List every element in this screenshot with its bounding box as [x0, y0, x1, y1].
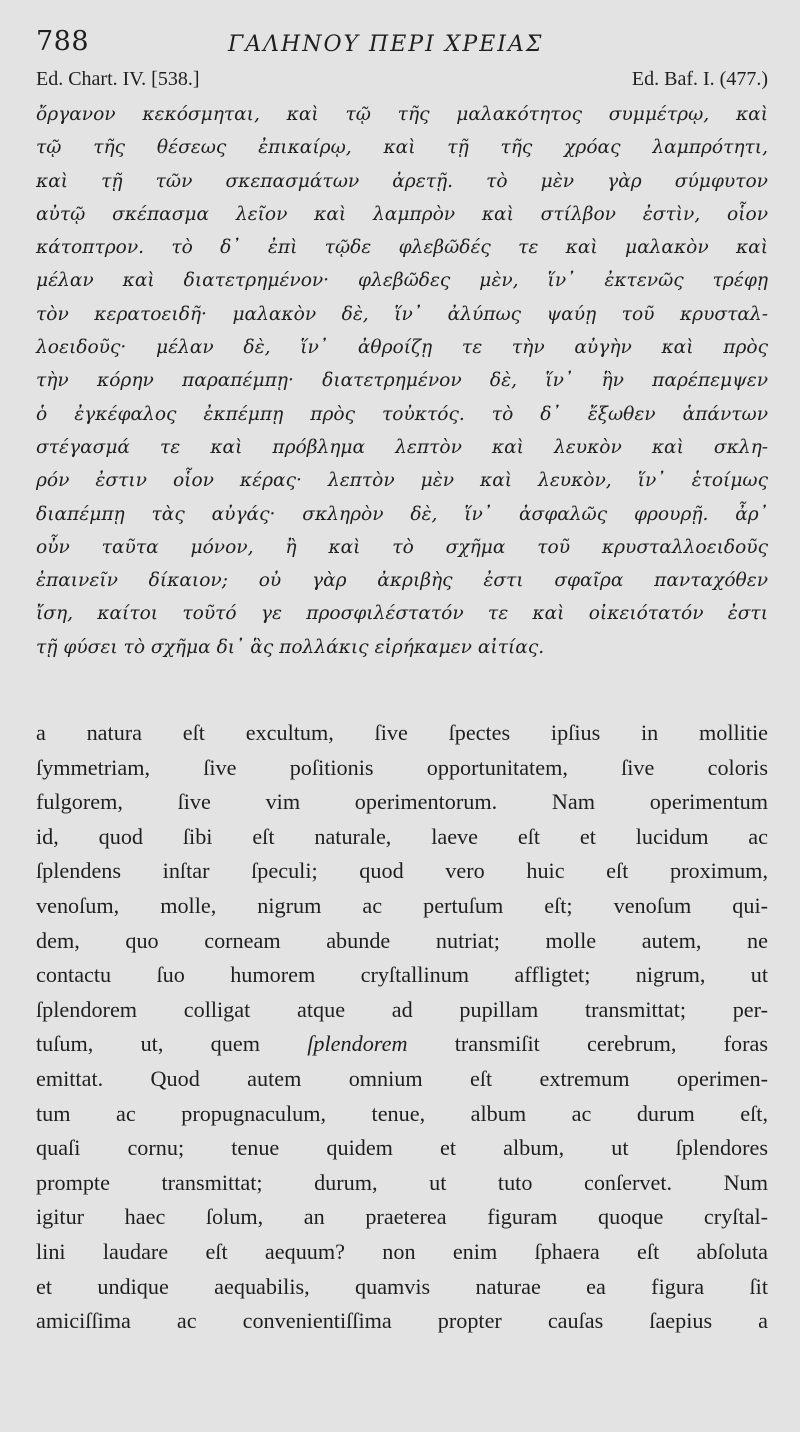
edition-basel-reference: Ed. Baf. I. (477.)	[631, 68, 768, 90]
greek-line: καὶ τῇ τῶν σκεπασμάτων ἀρετῇ. τὸ μὲν γὰρ σύμφυτον	[36, 170, 768, 192]
latin-text-block	[36, 716, 768, 1339]
latin-line: emittat. Quod autem omnium eſt extremum operimen-	[36, 1065, 768, 1091]
greek-line: τὸν κερατοειδῆ· μαλακὸν δὲ, ἵν᾽ ἀλύπως ψαύῃ τοῦ κρυσταλ-	[36, 303, 768, 325]
greek-text-block	[36, 98, 768, 664]
latin-line	[36, 1027, 768, 1062]
latin-line: igitur haec ſolum, an praeterea figuram quoque cryſtal-	[36, 1204, 768, 1230]
latin-line: ſymmetriam, ſive poſitionis opportunitatem, ſive coloris	[36, 754, 768, 780]
edition-references	[36, 68, 768, 98]
greek-line: τὴν κόρην παραπέμπῃ· διατετρημένον δὲ, ἵν᾽ ἣν παρέπεμψεν	[36, 370, 768, 392]
greek-line: οὖν ταῦτα μόνον, ἢ καὶ τὸ σχῆμα τοῦ κρυσταλλοειδοῦς	[36, 536, 768, 558]
greek-line: λοειδοῦς· μέλαν δὲ, ἵν᾽ ἀθροίζῃ τε τὴν αὐγὴν καὶ πρὸς	[36, 337, 768, 359]
greek-line: μέλαν καὶ διατετρημένον· φλεβῶδες μὲν, ἵν᾽ ἐκτενῶς τρέφῃ	[36, 270, 768, 292]
latin-line: et undique aequabilis, quamvis naturae ea figura ſit	[36, 1273, 768, 1299]
latin-line: fulgorem, ſive vim operimentorum. Nam operimentum	[36, 789, 768, 815]
page-header	[36, 22, 768, 68]
latin-line: tum ac propugnaculum, tenue, album ac durum eſt,	[36, 1100, 768, 1126]
latin-line: quaſi cornu; tenue quidem et album, ut ſplendores	[36, 1135, 768, 1161]
latin-text: tuſum, ut, quem	[36, 1031, 308, 1057]
latin-line: venoſum, molle, nigrum ac pertuſum eſt; venoſum qui-	[36, 893, 768, 919]
latin-text: transmiſit cerebrum, foras	[407, 1031, 768, 1057]
latin-line: dem, quo corneam abunde nutriat; molle autem, ne	[36, 927, 768, 953]
latin-line: contactu ſuo humorem cryſtallinum affligtet; nigrum, ut	[36, 962, 768, 988]
latin-line: id, quod ſibi eſt naturale, laeve eſt et lucidum ac	[36, 823, 768, 849]
latin-line: a natura eſt excultum, ſive ſpectes ipſius in mollitie	[36, 720, 768, 746]
greek-line: ἐπαινεῖν δίκαιον; οὐ γὰρ ἀκριβὴς ἐστι σφαῖρα πανταχόθεν	[36, 570, 768, 592]
greek-line: ὁ ἐγκέφαλος ἐκπέμπῃ πρὸς τοὐκτός. τὸ δ᾽ ἔξωθεν ἁπάντων	[36, 403, 768, 425]
greek-line: διαπέμπῃ τὰς αὐγάς· σκληρὸν δὲ, ἵν᾽ ἀσφαλῶς φρουρῇ. ἆρ᾽	[36, 503, 768, 525]
running-title: ΓΑΛΗΝΟΥ ΠΕΡΙ ΧΡΕΙΑΣ	[228, 32, 544, 57]
greek-line: κάτοπτρον. τὸ δ᾽ ἐπὶ τῷδε φλεβῶδές τε καὶ μαλακὸν καὶ	[36, 237, 768, 259]
greek-line: ἴση, καίτοι τοῦτό γε προσφιλέστατόν τε καὶ οἰκειότατόν ἐστι	[36, 603, 768, 625]
edition-chartier-reference: Ed. Chart. IV. [538.]	[36, 68, 200, 90]
greek-line: ρόν ἐστιν οἷον κέρας· λεπτὸν μὲν καὶ λευκὸν, ἵν᾽ ἑτοίμως	[36, 470, 768, 492]
greek-line: στέγασμά τε καὶ πρόβλημα λεπτὸν καὶ λευκὸν καὶ σκλη-	[36, 436, 768, 458]
latin-line: ſplendens inſtar ſpeculi; quod vero huic eſt proximum,	[36, 858, 768, 884]
latin-line: lini laudare eſt aequum? non enim ſphaera eſt abſoluta	[36, 1238, 768, 1264]
greek-line: ὄργανον κεκόσμηται, καὶ τῷ τῆς μαλακότητος συμμέτρῳ, καὶ	[36, 104, 768, 125]
emphasized-word: ſplendorem	[307, 1031, 408, 1057]
latin-line: ſplendorem colligat atque ad pupillam transmittat; per-	[36, 996, 768, 1022]
greek-line: τῷ τῆς θέσεως ἐπικαίρῳ, καὶ τῇ τῆς χρόας λαμπρότητι,	[36, 137, 768, 159]
greek-line: τῇ φύσει τὸ σχῆμα δι᾽ ἃς πολλάκις εἰρήκαμεν αἰτίας.	[36, 636, 545, 658]
latin-line: amiciſſima ac convenientiſſima propter cauſas ſaepius a	[36, 1308, 768, 1334]
latin-line: prompte transmittat; durum, ut tuto conſervet. Num	[36, 1169, 768, 1195]
greek-line: αὐτῷ σκέπασμα λεῖον καὶ λαμπρὸν καὶ στίλβον ἐστὶν, οἷον	[36, 203, 768, 225]
page-number: 788	[36, 26, 90, 57]
